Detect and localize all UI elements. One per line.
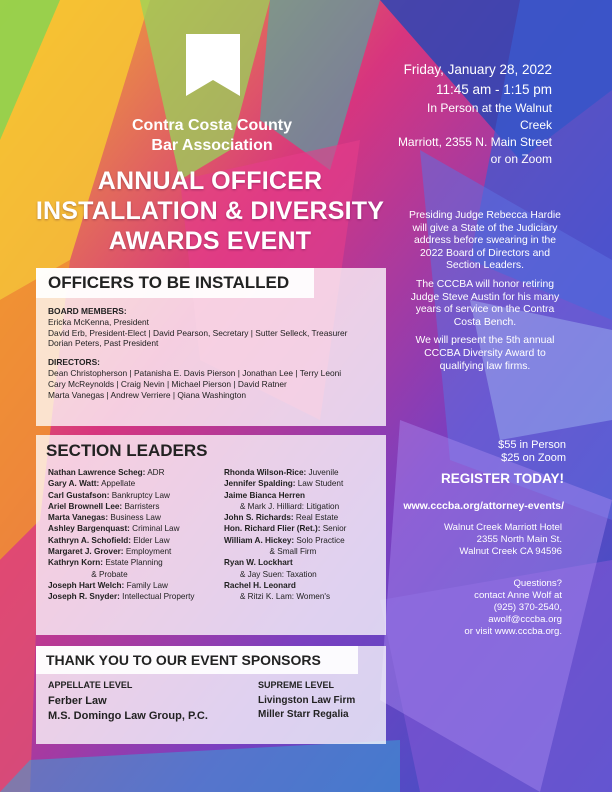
directors-line: Dean Christopherson | Patanisha E. Davis Pierson | Jonathan Lee | Terry Leoni [48, 367, 342, 378]
leader-item [224, 535, 384, 546]
leader-item [48, 546, 218, 557]
board-line: Ericka McKenna, President [48, 316, 150, 327]
leader-role: Business Law [108, 513, 161, 523]
leader-item [224, 580, 384, 591]
leader-role: Family Law [124, 580, 168, 590]
event-date: Friday, January 28, 2022 [403, 62, 552, 77]
leader-name: Jennifer Spalding: [224, 479, 296, 489]
leader-item [224, 523, 384, 534]
title-line2: INSTALLATION & DIVERSITY [35, 197, 385, 225]
leader-role: Estate Planning [103, 558, 163, 568]
org-name-line2: Bar Association [151, 137, 273, 154]
appellate-sponsors [48, 680, 248, 724]
leader-item [48, 523, 218, 534]
venue-street: 2355 North Main St. [476, 534, 562, 545]
leader-role: Solo Practice [294, 535, 345, 545]
leader-item [48, 580, 218, 591]
board-label: BOARD MEMBERS: [48, 306, 127, 316]
leader-role: Criminal Law [129, 524, 180, 534]
sponsor-name: Livingston Law Firm [258, 695, 356, 706]
leader-item [224, 478, 384, 489]
description-p3: We will present the 5th annual CCCBA Diversity Award to qualifying law firms. [415, 335, 555, 372]
contact-info [430, 578, 562, 638]
leader-role: Senior [320, 524, 347, 534]
contact-phone: (925) 370-2540, [493, 602, 562, 613]
event-info [396, 60, 552, 168]
description-p1: Presiding Judge Rebecca Hardie will give a State of the Judiciary address before swearing in the 2022 Board of Directors and Section Leaders. [409, 210, 561, 272]
contact-line1: contact Anne Wolf at [474, 590, 562, 601]
leader-role: Employment [123, 547, 172, 557]
leader-role: Elder Law [130, 535, 170, 545]
officers-body [48, 306, 382, 400]
leader-item [48, 569, 218, 580]
supreme-sponsors [258, 680, 382, 722]
event-location-3: or on Zoom [490, 152, 552, 166]
leader-item [48, 535, 218, 546]
leader-item [224, 546, 384, 557]
officers-heading: OFFICERS TO BE INSTALLED [48, 273, 290, 292]
leader-name: Ashley Bargenquast: [48, 524, 130, 534]
logo [186, 34, 240, 101]
leader-name: Hon. Richard Flier (Ret.): [224, 524, 321, 534]
appellate-label: APPELLATE LEVEL [48, 680, 133, 690]
section-leaders-col1 [48, 467, 218, 603]
leader-name: John S. Richards: [224, 513, 294, 523]
section-leaders-heading: SECTION LEADERS [46, 441, 208, 460]
leader-item [224, 591, 384, 602]
contact-website[interactable]: or visit www.cccba.org. [464, 626, 562, 637]
title-line3: AWARDS EVENT [108, 227, 312, 255]
leader-name: Rachel H. Leonard [224, 580, 296, 590]
section-leaders-col2 [224, 467, 384, 603]
event-description [406, 210, 564, 379]
leader-name: Joseph R. Snyder: [48, 592, 120, 602]
title-line1: ANNUAL OFFICER [97, 167, 323, 195]
leader-name: Margaret J. Grover: [48, 547, 124, 557]
leader-name: Rhonda Wilson-Rice: [224, 468, 307, 477]
venue-city: Walnut Creek CA 94596 [459, 546, 562, 557]
leader-role: Intellectual Property [119, 592, 195, 602]
directors-label: DIRECTORS: [48, 357, 100, 368]
leader-role: & Mark J. Hilliard: Litigation [224, 501, 340, 511]
board-line: Dorian Peters, Past President [48, 338, 159, 349]
sponsors-heading: THANK YOU TO OUR EVENT SPONSORS [46, 652, 321, 668]
pricing [458, 439, 566, 465]
sponsor-name: M.S. Domingo Law Group, P.C. [48, 710, 208, 722]
org-name-line1: Contra Costa County [132, 117, 292, 134]
price-zoom: $25 on Zoom [501, 452, 566, 464]
officers-panel [36, 268, 386, 426]
contact-question: Questions? [513, 578, 562, 589]
leader-role: Law Student [295, 479, 344, 489]
event-location-1: In Person at the Walnut Creek [427, 101, 552, 132]
directors-line: Cary McReynolds | Craig Nevin | Michael Pierson | David Ratner [48, 378, 287, 389]
leader-role: & Small Firm [224, 547, 317, 557]
leader-role: ADR [145, 468, 165, 477]
leader-role: & Probate [48, 569, 128, 579]
leader-item [48, 557, 218, 568]
sponsors-heading-box [36, 646, 358, 674]
leader-name: Kathryn Korn: [48, 558, 104, 568]
leader-role: Appellate [99, 479, 136, 489]
leader-item [48, 501, 218, 512]
leader-role: Real Estate [293, 513, 339, 523]
leader-role: Bankruptcy Law [109, 490, 170, 500]
leader-name: Kathryn A. Schofield: [48, 535, 131, 545]
leader-item [48, 478, 218, 489]
leader-name: Nathan Lawrence Scheg: [48, 468, 146, 477]
leader-name: Ryan W. Lockhart [224, 558, 293, 568]
board-line: David Erb, President-Elect | David Pearson, Secretary | Sutter Selleck, Treasurer [48, 327, 348, 338]
leader-name: Jaime Bianca Herren [224, 490, 306, 500]
org-name [92, 116, 332, 156]
leader-name: Joseph Hart Welch: [48, 580, 125, 590]
section-leaders-panel [36, 435, 386, 635]
leader-role: & Jay Suen: Taxation [224, 569, 317, 579]
price-in-person: $55 in Person [498, 439, 566, 451]
leader-item [224, 512, 384, 523]
leader-role: Juvenile [306, 468, 339, 477]
event-location-2: Marriott, 2355 N. Main Street [397, 135, 552, 149]
venue-name: Walnut Creek Marriott Hotel [443, 522, 562, 533]
leader-item [224, 569, 384, 580]
leader-item [48, 591, 218, 602]
leader-item [224, 490, 384, 501]
leader-name: Gary A. Watt: [48, 479, 100, 489]
sponsors-panel [36, 646, 386, 744]
event-title [20, 166, 400, 256]
leader-role: & Ritzi K. Lam: Women's [224, 592, 331, 602]
contact-email[interactable]: awolf@cccba.org [488, 614, 562, 625]
leader-item [48, 512, 218, 523]
leader-name: Marta Vanegas: [48, 513, 109, 523]
leader-item [224, 557, 384, 568]
leader-item [48, 467, 218, 478]
leader-name: William A. Hickey: [224, 535, 295, 545]
bookmark-icon [186, 34, 240, 96]
directors-line: Marta Vanegas | Andrew Verriere | Qiana Washington [48, 389, 247, 400]
event-time: 11:45 am - 1:15 pm [435, 82, 552, 97]
officers-heading-box [36, 268, 314, 298]
sponsor-name: Miller Starr Regalia [258, 709, 349, 720]
leader-name: Carl Gustafson: [48, 490, 110, 500]
description-p2: The CCCBA will honor retiring Judge Steve Austin for his many years of service on the Contra Costa Bench. [410, 278, 560, 328]
sponsor-name: Ferber Law [48, 695, 107, 707]
venue-address [420, 522, 562, 558]
leader-item [224, 501, 384, 512]
leader-name: Ariel Brownell Lee: [48, 501, 123, 511]
leader-item [224, 467, 384, 478]
register-heading: REGISTER TODAY! [440, 471, 564, 486]
register-link[interactable]: www.cccba.org/attorney-events/ [403, 500, 564, 512]
leader-role: Barristers [122, 501, 160, 511]
leader-item [48, 490, 218, 501]
supreme-label: SUPREME LEVEL [258, 680, 335, 690]
